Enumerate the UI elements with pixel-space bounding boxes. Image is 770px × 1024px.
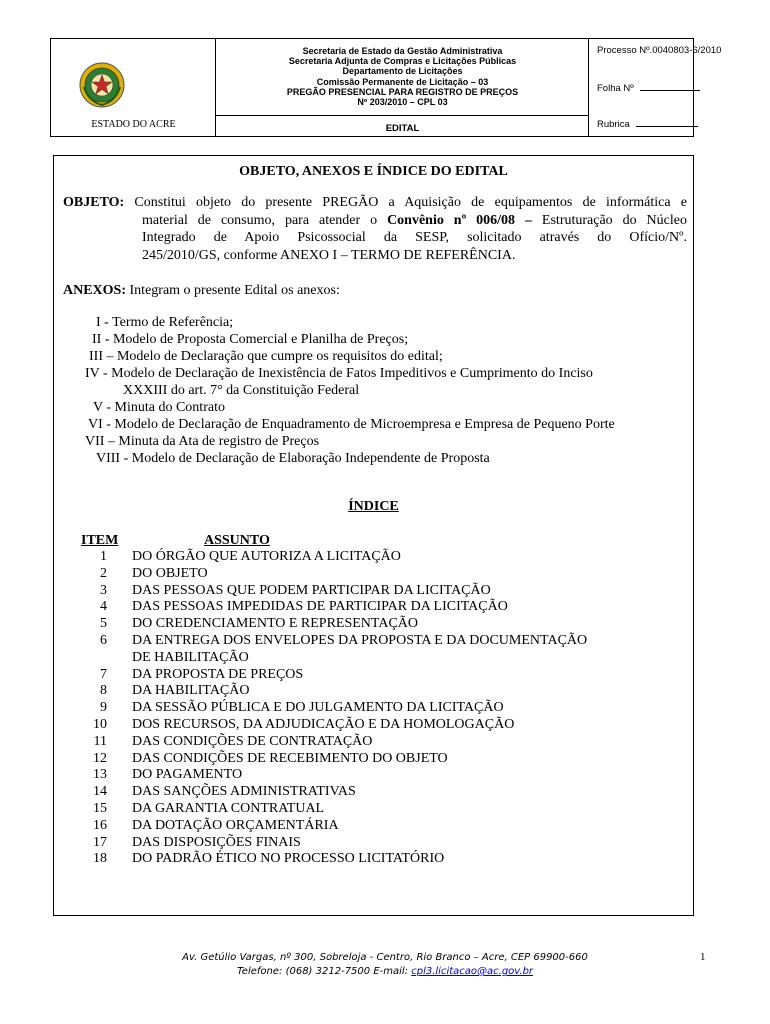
indice-row-subject: DO CREDENCIAMENTO E REPRESENTAÇÃO [132, 616, 419, 632]
indice-row [54, 751, 694, 768]
indice-row-number: 9 [100, 700, 107, 716]
indice-row [54, 717, 694, 734]
indice-row-subject: DE HABILITAÇÃO [132, 649, 249, 665]
indice-row-subject: DAS DISPOSIÇÕES FINAIS [132, 834, 301, 850]
objeto-line-2 [63, 212, 687, 230]
header-line: PREGÃO PRESENCIAL PARA REGISTRO DE PREÇOS [286, 86, 519, 97]
indice-row-subject: DA GARANTIA CONTRATUAL [132, 801, 325, 816]
page-footer [0, 951, 770, 979]
document-header [50, 38, 722, 137]
anexos-intro [63, 283, 340, 299]
header-line: Departamento de Licitações [342, 66, 463, 77]
indice-row-subject: DA SESSÃO PÚBLICA E DO JULGAMENTO DA LICITAÇÃO [132, 700, 504, 716]
objeto-label: OBJETO: [63, 195, 125, 210]
header-line: Comissão Permanente de Licitação – 03 [316, 76, 489, 87]
edital-label: EDITAL [385, 123, 420, 134]
header-divider [216, 115, 589, 116]
indice-row [54, 700, 694, 717]
indice-row-number: 17 [93, 834, 107, 850]
header-lines [216, 46, 589, 107]
objeto-line-1 [63, 194, 687, 212]
indice-row-subject: DAS PESSOAS IMPEDIDAS DE PARTICIPAR DA LICITAÇÃO [132, 599, 508, 615]
anexo-item: VII – Minuta da Ata de registro de Preços [85, 434, 320, 449]
section-title: OBJETO, ANEXOS E ÍNDICE DO EDITAL [239, 164, 508, 179]
indice-col-item: ITEM [81, 533, 119, 548]
objeto-text-2b: Estruturação do Núcleo [531, 212, 687, 228]
rubrica-field [597, 119, 698, 130]
header-line: Nº 203/2010 – CPL 03 [357, 97, 448, 108]
header-seal-cell [51, 39, 216, 136]
indice-row-subject: DAS SANÇÕES ADMINISTRATIVAS [132, 784, 356, 800]
indice-row-subject: DA ENTREGA DOS ENVELOPES DA PROPOSTA E DA DOCUMENTAÇÃO [132, 633, 588, 648]
footer-address: Av. Getúlio Vargas, nº 300, Sobreloja - Centro, Rio Branco – Acre, CEP 69900-660 [182, 952, 588, 963]
anexo-item: V - Minuta do Contrato [93, 400, 225, 415]
indice-row-subject: DO PADRÃO ÉTICO NO PROCESSO LICITATÓRIO [132, 851, 445, 867]
indice-row [54, 583, 694, 600]
indice-col-assunto: ASSUNTO [204, 533, 270, 548]
indice-row-number: 4 [100, 599, 107, 615]
indice-row-number: 11 [93, 733, 107, 749]
indice-row [54, 835, 694, 852]
indice-row [54, 667, 694, 684]
indice-row-subject: DAS PESSOAS QUE PODEM PARTICIPAR DA LICITAÇÃO [132, 582, 491, 598]
convenio-bold: Convênio nº 006/08 – [387, 212, 532, 228]
indice-row [54, 633, 694, 650]
anexo-item: IV - Modelo de Declaração de Inexistência de Fatos Impeditivos e Cumprimento do Inciso [85, 366, 593, 381]
header-process-cell [589, 39, 722, 136]
objeto-line-4: 245/2010/GS, conforme ANEXO I – TERMO DE REFERÊNCIA. [142, 247, 516, 263]
indice-row-number: 5 [100, 616, 107, 632]
folha-blank [640, 90, 700, 91]
indice-row [54, 683, 694, 700]
indice-row-subject: DA PROPOSTA DE PREÇOS [132, 666, 304, 682]
edital-content-box [53, 155, 694, 916]
indice-row [54, 566, 694, 583]
indice-row-subject: DA DOTAÇÃO ORÇAMENTÁRIA [132, 817, 339, 833]
estado-label: ESTADO DO ACRE [91, 119, 176, 130]
indice-row [54, 851, 694, 868]
folha-label: Folha Nº [597, 83, 634, 94]
objeto-text-2a: material de consumo, para atender o [142, 212, 388, 228]
indice-row [54, 767, 694, 784]
indice-row [54, 818, 694, 835]
folha-field [597, 83, 700, 94]
page-number: 1 [700, 951, 706, 963]
anexo-item: VIII - Modelo de Declaração de Elaboração Independente de Proposta [96, 451, 490, 466]
indice-row-subject: DO OBJETO [132, 565, 208, 581]
objeto-paragraph [63, 194, 687, 264]
indice-row-number: 18 [93, 851, 107, 867]
indice-row-number: 10 [93, 717, 107, 732]
indice-row [54, 616, 694, 633]
header-title-cell [216, 39, 589, 136]
indice-row-number: 12 [93, 750, 107, 766]
indice-row-number: 14 [93, 784, 107, 800]
indice-row-number: 1 [100, 549, 107, 564]
indice-row-subject: DO PAGAMENTO [132, 767, 243, 783]
anexos-label: ANEXOS: [63, 283, 127, 298]
objeto-line-3: Integrado de Apoio Psicossocial da SESP, solicitado através do Ofício/Nº. [142, 230, 687, 245]
anexo-item: XXXIII do art. 7° da Constituição Federal [123, 383, 360, 398]
state-seal-icon [78, 61, 126, 109]
indice-row [54, 599, 694, 616]
header-line: Secretaria Adjunta de Compras e Licitações Públicas [288, 56, 517, 67]
indice-row [54, 784, 694, 801]
indice-row-subject: DAS CONDIÇÕES DE RECEBIMENTO DO OBJETO [132, 750, 448, 766]
anexo-item: III – Modelo de Declaração que cumpre os requisitos do edital; [89, 349, 443, 364]
indice-row-number: 8 [100, 683, 107, 699]
indice-row-number: 13 [93, 767, 107, 783]
indice-row [54, 801, 694, 818]
indice-row-number: 6 [100, 633, 107, 648]
indice-title: ÍNDICE [348, 499, 399, 514]
indice-row [54, 734, 694, 751]
indice-row-number: 15 [93, 801, 107, 816]
header-line: Secretaria de Estado da Gestão Administrativa [302, 46, 503, 56]
footer-contact [0, 965, 770, 979]
indice-row-number: 16 [93, 817, 107, 833]
anexo-item: II - Modelo de Proposta Comercial e Planilha de Preços; [92, 332, 409, 347]
indice-row-number: 3 [100, 582, 107, 598]
anexos-text: Integram o presente Edital os anexos: [126, 283, 340, 298]
indice-row-subject: DOS RECURSOS, DA ADJUDICAÇÃO E DA HOMOLOGAÇÃO [132, 717, 515, 732]
anexo-item: I - Termo de Referência; [96, 315, 234, 330]
indice-row-subject: DO ÓRGÃO QUE AUTORIZA A LICITAÇÃO [132, 549, 401, 564]
anexo-item: VI - Modelo de Declaração de Enquadramento de Microempresa e Empresa de Pequeno Porte [88, 417, 615, 432]
processo-number: Processo Nº.0040803-6/2010 [597, 45, 722, 56]
footer-email-link[interactable]: cpl3.licitacao@ac.gov.br [411, 966, 534, 977]
indice-row [54, 549, 694, 566]
objeto-text-1: Constitui objeto do presente PREGÃO a Aquisição de equipamentos de informática e [124, 195, 687, 210]
indice-row-subject: DAS CONDIÇÕES DE CONTRATAÇÃO [132, 733, 373, 749]
rubrica-blank [636, 126, 698, 127]
indice-row-number: 2 [100, 565, 107, 581]
indice-row-number: 7 [100, 666, 107, 682]
indice-row-subject: DA HABILITAÇÃO [132, 683, 250, 699]
indice-row [54, 650, 694, 667]
footer-phone: Telefone: (068) 3212-7500 E-mail: [236, 966, 412, 977]
rubrica-label: Rubrica [597, 119, 630, 130]
